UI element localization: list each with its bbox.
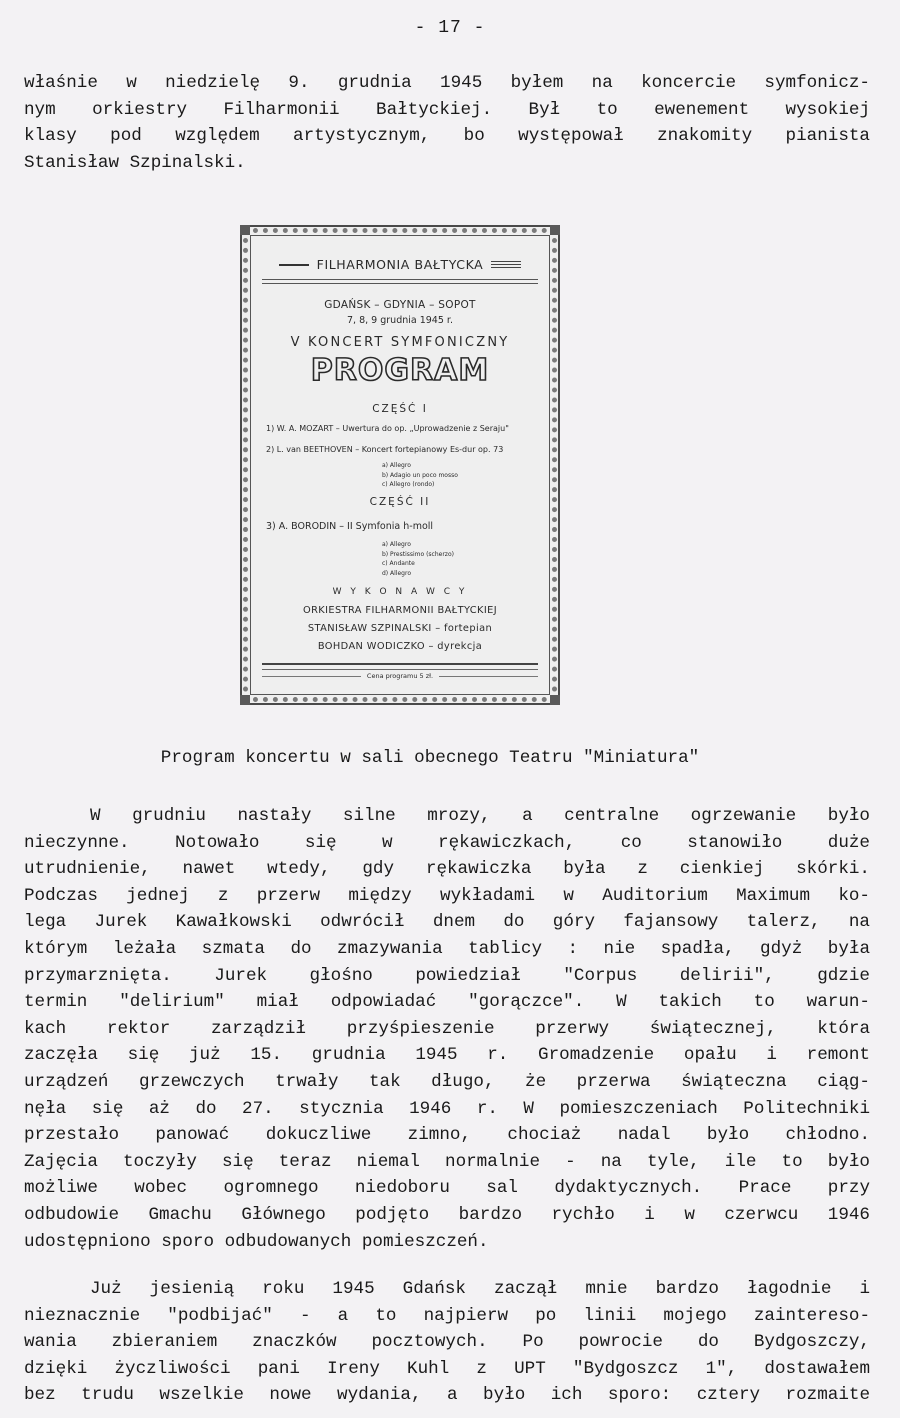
corner-ornament bbox=[550, 695, 560, 705]
text-line: możliwe wobec ogromnego niedoboru sal dydaktycznych. Prace przy bbox=[24, 1178, 870, 1199]
program-part-2: CZĘŚĆ II bbox=[369, 496, 431, 508]
program-performers-label: W Y K O N A W C Y bbox=[332, 587, 468, 597]
text-line: nym orkiestry Filharmonii Bałtyckiej. Był to ewenement wysokiej bbox=[24, 99, 870, 120]
paragraph-winter bbox=[24, 803, 870, 1255]
text-line: nieczynne. Notowało się w rękawiczkach, co stanowiło duże bbox=[24, 832, 870, 853]
program-content bbox=[254, 239, 546, 691]
program-dates: 7, 8, 9 grudnia 1945 r. bbox=[347, 315, 453, 326]
header-underline bbox=[262, 279, 538, 284]
program-price-row bbox=[262, 672, 538, 680]
page-number: - 17 - bbox=[414, 18, 486, 38]
text-line: Już jesienią roku 1945 Gdańsk zaczął mnie bardzo łagodnie i bbox=[90, 1279, 870, 1299]
program-performer: BOHDAN WODICZKO – dyrekcja bbox=[317, 641, 483, 652]
text-line: Stanisław Szpinalski. bbox=[24, 152, 246, 173]
text-line: W grudniu nastały silne mrozy, a centralne ogrzewanie było bbox=[90, 806, 870, 826]
movement: d) Allegro bbox=[382, 569, 412, 577]
text-line: nęła się aż do 27. stycznia 1946 r. W pomieszczeniach Politechniki bbox=[24, 1098, 870, 1119]
movement: b) Prestissimo (scherzo) bbox=[382, 550, 454, 558]
text-line: termin "delirium" miał odpowiadać "gorączce". W takich to warun- bbox=[24, 992, 870, 1013]
text-line: przestało panować dokuczliwe zimno, chociaż nadal było chłodno. bbox=[24, 1125, 870, 1146]
paragraph-intro bbox=[24, 70, 870, 176]
movement: c) Andante bbox=[382, 560, 415, 567]
program-performer: ORKIESTRA FILHARMONII BAŁTYCKIEJ bbox=[302, 605, 498, 616]
text-line: wania zbieraniem znaczków pocztowych. Po powrocie do Bydgoszczy, bbox=[24, 1332, 870, 1353]
text-line: właśnie w niedzielę 9. grudnia 1945 byłem na koncercie symfonicz- bbox=[24, 73, 870, 93]
text-line: Podczas jednej z przerw między wykładami w Auditorium Maximum ko- bbox=[24, 885, 870, 906]
program-organization: FILHARMONIA BAŁTYCKA bbox=[316, 257, 484, 272]
text-line: nieznacznie "podbijać" - a to najpierw po linii mojego zaintereso- bbox=[24, 1305, 870, 1326]
header-rule bbox=[491, 261, 521, 268]
movement: c) Allegro (rondo) bbox=[382, 481, 435, 488]
price-rule bbox=[439, 676, 538, 677]
program-header bbox=[254, 257, 546, 272]
text-line: lega Jurek Kawałkowski odwrócił dnem do góry fajansowy talerz, na bbox=[24, 912, 870, 933]
text-line: kach rektor zarządził przyśpieszenie przerwy świątecznej, która bbox=[24, 1018, 870, 1039]
corner-ornament bbox=[240, 695, 250, 705]
movement: a) Allegro bbox=[382, 462, 411, 469]
paragraph-stamps bbox=[24, 1276, 870, 1409]
movement: b) Adagio un poco mosso bbox=[382, 471, 458, 479]
text-line: utrudnienie, nawet wtedy, gdy rękawiczka była z cienkiej skórki. bbox=[24, 859, 870, 880]
program-item: 2) L. van BEETHOVEN – Koncert fortepianowy Es-dur op. 73 bbox=[266, 445, 504, 454]
text-line: odbudowie Gmachu Głównego podjęto bardzo rychło i w czerwcu 1946 bbox=[24, 1204, 870, 1225]
text-line: Zajęcia toczyły się teraz niemal normalnie - na tyle, ile to było bbox=[24, 1151, 870, 1172]
header-rule bbox=[279, 264, 309, 266]
program-movements bbox=[382, 540, 454, 578]
figure-caption: Program koncertu w sali obecnego Teatru "Miniatura" bbox=[160, 748, 700, 768]
text-line: bez trudu wszelkie nowe wydania, a było ich sporo: cztery rozmaite bbox=[24, 1385, 870, 1406]
text-line: dzięki życzliwości pani Ireny Kuhl z UPT "Bydgoszcz 1", dostawałem bbox=[24, 1358, 870, 1379]
corner-ornament bbox=[550, 225, 560, 235]
price-rule bbox=[262, 676, 361, 677]
program-cities: GDAŃSK – GDYNIA – SOPOT bbox=[324, 299, 476, 311]
text-line: którym leżała szmata do zmazywania tablicy : nie spadła, gdyż była bbox=[24, 938, 870, 959]
text-line: udostępniono sporo odbudowanych pomieszczeń. bbox=[24, 1231, 489, 1252]
footer-rule bbox=[262, 663, 538, 670]
program-performer: STANISŁAW SZPINALSKI – fortepian bbox=[307, 623, 493, 634]
program-title: PROGRAM bbox=[310, 353, 490, 388]
program-item: 3) A. BORODIN – II Symfonia h-moll bbox=[266, 521, 434, 532]
program-part-1: CZĘŚĆ I bbox=[372, 403, 428, 415]
text-line: klasy pod względem artystycznym, bo występował znakomity pianista bbox=[24, 126, 870, 147]
concert-program-image bbox=[240, 225, 560, 705]
text-line: zaczęła się już 15. grudnia 1945 r. Gromadzenie opału i remont bbox=[24, 1045, 870, 1066]
program-price: Cena programu 5 zł. bbox=[366, 672, 434, 680]
program-item: 1) W. A. MOZART – Uwertura do op. „Uprowadzenie z Seraju" bbox=[266, 424, 509, 433]
corner-ornament bbox=[240, 225, 250, 235]
text-line: urządzeń grzewczych trwały tak długo, że przerwa świąteczna ciąg- bbox=[24, 1071, 870, 1092]
text-line: przymarznięta. Jurek głośno powiedział "Corpus delirii", gdzie bbox=[24, 965, 870, 986]
program-movements bbox=[382, 461, 458, 490]
program-concert-name: V KONCERT SYMFONICZNY bbox=[290, 335, 510, 350]
movement: a) Allegro bbox=[382, 541, 411, 548]
